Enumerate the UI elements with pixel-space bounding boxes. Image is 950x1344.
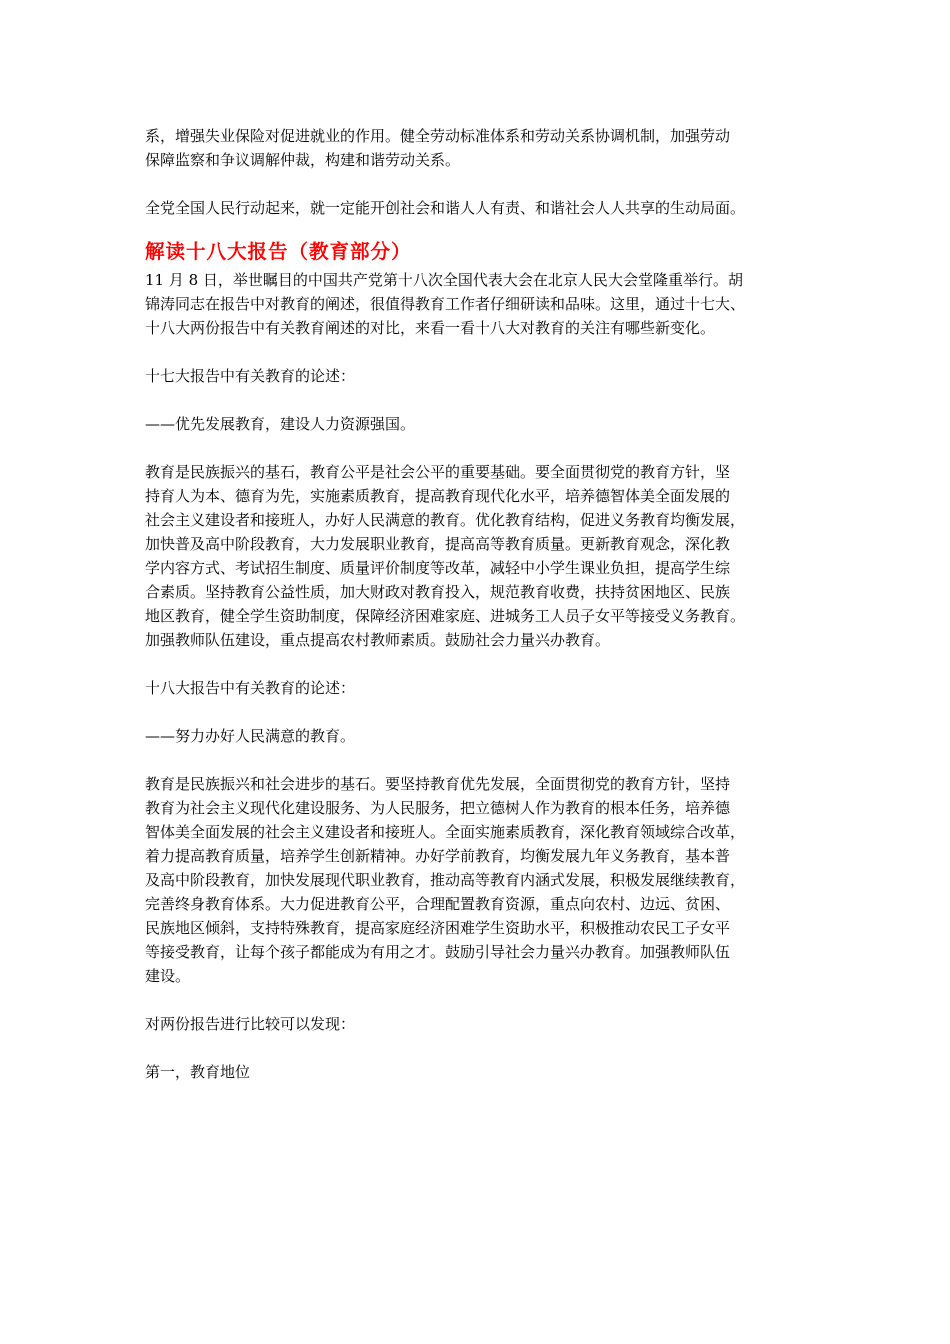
- report17-slogan: ——优先发展教育，建设人力资源强国。: [145, 415, 416, 433]
- text-line: 加强教师队伍建设，重点提高农村教师素质。鼓励社会力量兴办教育。: [145, 631, 611, 649]
- text-line: 社会主义建设者和接班人，办好人民满意的教育。优化教育结构，促进义务教育均衡发展，: [145, 511, 746, 529]
- text-line: 学内容方式、考试招生制度、质量评价制度等改革，减轻中小学生课业负担，提高学生综: [145, 559, 731, 577]
- first-point: 第一，教育地位: [145, 1063, 251, 1081]
- report17-body: [145, 460, 809, 652]
- text-line: 等接受教育，让每个孩子都能成为有用之才。鼓励引导社会力量兴办教育。加强教师队伍: [145, 943, 731, 961]
- continuation-paragraph: [145, 124, 809, 172]
- text-line: 着力提高教育质量，培养学生创新精神。办好学前教育，均衡发展九年义务教育，基本普: [145, 847, 731, 865]
- text-line: 教育为社会主义现代化建设服务、为人民服务，把立德树人作为教育的根本任务，培养德: [145, 799, 731, 817]
- text-line: 持育人为本、德育为先，实施素质教育，提高教育现代化水平，培养德智体美全面发展的: [145, 487, 731, 505]
- text-line: 保障监察和争议调解仲裁，构建和谐劳动关系。: [145, 151, 461, 169]
- text-line: 教育是民族振兴和社会进步的基石。要坚持教育优先发展，全面贯彻党的教育方针，坚持: [145, 775, 731, 793]
- text-line: 建设。: [145, 967, 191, 985]
- text-line: 完善终身教育体系。大力促进教育公平，合理配置教育资源，重点向农村、边远、贫困、: [145, 895, 731, 913]
- text-line: 11 月 8 日，举世瞩目的中国共产党第十八次全国代表大会在北京人民大会堂隆重举行。胡: [145, 271, 743, 289]
- text-line: 锦涛同志在报告中对教育的阐述，很值得教育工作者仔细研读和品味。这里，通过十七大、: [145, 295, 746, 313]
- text-line: 民族地区倾斜，支持特殊教育，提高家庭经济困难学生资助水平，积极推动农民工子女平: [145, 919, 731, 937]
- section-heading: 解读十八大报告（教育部分）: [145, 240, 412, 263]
- intro-paragraph: [145, 268, 809, 340]
- document-page: [145, 124, 809, 1084]
- text-line: 合素质。坚持教育公益性质，加大财政对教育投入，规范教育收费，扶持贫困地区、民族: [145, 583, 731, 601]
- report18-body: [145, 772, 809, 988]
- closing-paragraph: 全党全国人民行动起来，就一定能开创社会和谐人人有责、和谐社会人人共享的生动局面。: [145, 199, 746, 217]
- text-line: 十八大两份报告中有关教育阐述的对比，来看一看十八大对教育的关注有哪些新变化。: [145, 319, 716, 337]
- text-line: 系，增强失业保险对促进就业的作用。健全劳动标准体系和劳动关系协调机制，加强劳动: [145, 127, 731, 145]
- text-line: 及高中阶段教育，加快发展现代职业教育，推动高等教育内涵式发展，积极发展继续教育，: [145, 871, 746, 889]
- text-line: 加快普及高中阶段教育，大力发展职业教育，提高高等教育质量。更新教育观念，深化教: [145, 535, 731, 553]
- text-line: 智体美全面发展的社会主义建设者和接班人。全面实施素质教育，深化教育领域综合改革，: [145, 823, 746, 841]
- report18-title: 十八大报告中有关教育的论述：: [145, 679, 356, 697]
- comparison-intro: 对两份报告进行比较可以发现：: [145, 1015, 356, 1033]
- text-line: 教育是民族振兴的基石，教育公平是社会公平的重要基础。要全面贯彻党的教育方针，坚: [145, 463, 731, 481]
- report18-slogan: ——努力办好人民满意的教育。: [145, 727, 356, 745]
- text-line: 地区教育，健全学生资助制度，保障经济困难家庭、进城务工人员子女平等接受义务教育。: [145, 607, 746, 625]
- report17-title: 十七大报告中有关教育的论述：: [145, 367, 356, 385]
